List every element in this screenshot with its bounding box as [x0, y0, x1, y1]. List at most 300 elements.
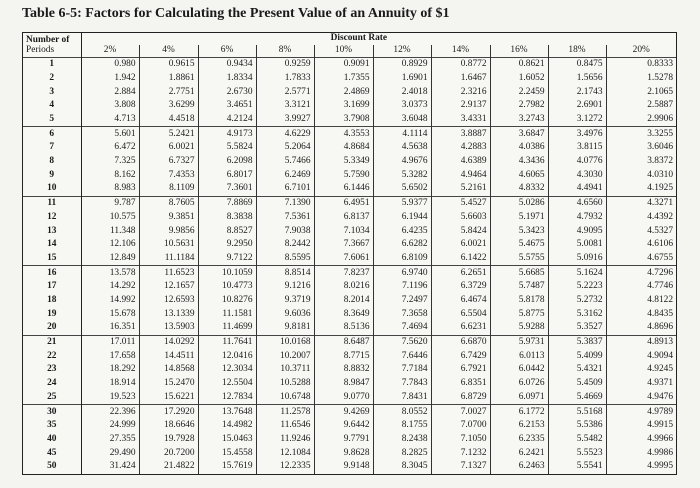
- factor-cell: 2.884: [81, 85, 139, 99]
- factor-cell: 11.9246: [256, 433, 314, 447]
- factor-cell: 9.4269: [314, 405, 373, 419]
- factor-cell: 5.6502: [373, 182, 431, 196]
- factor-cell: 3.6046: [647, 142, 673, 153]
- factor-cell: 8.1755: [373, 419, 431, 433]
- factor-cell: 6.6231: [431, 321, 490, 335]
- factor-cell: 8.162: [81, 169, 139, 183]
- factor-cell: 1.6901: [373, 72, 431, 86]
- period-cell: 12: [23, 211, 81, 225]
- factor-cell: 3.8887: [431, 127, 490, 141]
- factor-cell: 10.3711: [256, 363, 314, 377]
- factor-cell: 4.4518: [139, 113, 198, 127]
- table-row: [23, 350, 676, 364]
- period-cell: 22: [23, 350, 81, 364]
- factor-cell: 6.2421: [490, 446, 548, 460]
- factor-cell: 4.8684: [314, 141, 373, 155]
- factor-cell: 6.0442: [490, 363, 548, 377]
- table-row: [23, 99, 676, 113]
- factor-cell: 4.8435: [647, 308, 673, 319]
- factor-cell: 7.1327: [431, 460, 490, 474]
- factor-cell: 5.3349: [314, 155, 373, 169]
- factor-cell: 7.7184: [373, 363, 431, 377]
- factor-cell: 4.9789: [606, 405, 676, 419]
- factor-cell: 9.787: [81, 196, 139, 210]
- factor-cell: 1.5278: [647, 72, 673, 83]
- factor-cell: 12.7834: [198, 391, 256, 405]
- factor-cell: 4.9986: [647, 447, 673, 458]
- factor-cell: 3.1699: [314, 99, 373, 113]
- factor-cell: 3.808: [81, 99, 139, 113]
- factor-cell: 9.8181: [256, 321, 314, 335]
- factor-cell: 14.292: [81, 280, 139, 294]
- factor-cell: 6.2335: [490, 433, 548, 447]
- table-row: [23, 280, 676, 294]
- factor-cell: 9.3719: [256, 294, 314, 308]
- factor-cell: 7.4694: [373, 321, 431, 335]
- factor-cell: 8.7715: [314, 350, 373, 364]
- factor-cell: 6.6870: [431, 335, 490, 349]
- factor-cell: 4.6229: [256, 127, 314, 141]
- period-cell: 15: [23, 252, 81, 266]
- factor-cell: 12.1657: [139, 280, 198, 294]
- table-row: [23, 335, 676, 349]
- factor-cell: 2.5887: [647, 100, 673, 111]
- factor-cell: 15.4558: [198, 446, 256, 460]
- table-header: [23, 33, 676, 58]
- factor-cell: 8.7605: [139, 196, 198, 210]
- factor-cell: 4.713: [81, 113, 139, 127]
- factor-cell: 6.1422: [431, 252, 490, 266]
- period-cell: 11: [23, 196, 81, 210]
- factor-cell: 4.3553: [314, 127, 373, 141]
- period-cell: 21: [23, 335, 81, 349]
- factor-cell: 15.7619: [198, 460, 256, 474]
- factor-cell: 0.9091: [314, 58, 373, 72]
- factor-cell: 21.4822: [139, 460, 198, 474]
- factor-cell: 7.6061: [314, 252, 373, 266]
- table-row: [23, 72, 676, 86]
- factor-cell: 8.5595: [256, 252, 314, 266]
- factor-cell: 15.2470: [139, 377, 198, 391]
- rate-header: 20%: [632, 45, 650, 56]
- factor-cell: 6.2153: [490, 419, 548, 433]
- factor-cell: 4.8696: [647, 322, 673, 333]
- factor-cell: 6.2098: [198, 155, 256, 169]
- factor-cell: 11.1184: [139, 252, 198, 266]
- factor-cell: 6.1772: [490, 405, 548, 419]
- factor-cell: 4.2883: [431, 141, 490, 155]
- factor-cell: 5.9731: [490, 335, 548, 349]
- factor-cell: 12.0416: [198, 350, 256, 364]
- factor-cell: 3.2743: [490, 113, 548, 127]
- factor-cell: 14.4511: [139, 350, 198, 364]
- factor-cell: 0.8772: [431, 58, 490, 72]
- factor-cell: 6.6282: [373, 238, 431, 252]
- table-title: Table 6-5: Factors for Calculating the Present Value of an Annuity of $1: [22, 6, 450, 21]
- period-cell: 14: [23, 238, 81, 252]
- factor-cell: 7.3667: [314, 238, 373, 252]
- factor-cell: 3.0373: [373, 99, 431, 113]
- factor-cell: 12.6593: [139, 294, 198, 308]
- factor-cell: 6.0971: [490, 391, 548, 405]
- factor-cell: 3.3121: [256, 99, 314, 113]
- table-row: [23, 321, 676, 335]
- rate-header: 18%: [548, 45, 606, 58]
- table-row: [23, 377, 676, 391]
- factor-cell: 10.4773: [198, 280, 256, 294]
- factor-cell: 11.6546: [256, 419, 314, 433]
- factor-cell: 5.4527: [431, 196, 490, 210]
- factor-cell: 11.348: [81, 224, 139, 238]
- table-row: [23, 446, 676, 460]
- factor-cell: 4.6106: [647, 239, 673, 250]
- rate-header: 6%: [198, 45, 256, 58]
- factor-cell: 14.4982: [198, 419, 256, 433]
- factor-cell: 12.5504: [198, 377, 256, 391]
- table-row: [23, 252, 676, 266]
- factor-cell: 5.5541: [548, 460, 606, 474]
- factor-cell: 10.575: [81, 211, 139, 225]
- period-cell: 2: [23, 72, 81, 86]
- factor-cell: 3.7908: [314, 113, 373, 127]
- factor-cell: 5.3162: [548, 308, 606, 322]
- table-row: [23, 294, 676, 308]
- factor-cell: 11.7641: [198, 335, 256, 349]
- factor-cell: 4.1925: [647, 183, 673, 194]
- factor-cell: 3.6048: [373, 113, 431, 127]
- factor-cell: 4.9371: [647, 378, 673, 389]
- factor-cell: 6.4951: [314, 196, 373, 210]
- period-cell: 19: [23, 308, 81, 322]
- factor-cell: 8.6487: [314, 335, 373, 349]
- factor-cell: 5.5386: [548, 419, 606, 433]
- factor-cell: 1.8861: [139, 72, 198, 86]
- factor-cell: 2.6730: [198, 85, 256, 99]
- factor-cell: 18.914: [81, 377, 139, 391]
- factor-cell: 5.5523: [548, 446, 606, 460]
- factor-cell: 2.9137: [431, 99, 490, 113]
- factor-cell: 10.5631: [139, 238, 198, 252]
- factor-cell: 1.5656: [548, 72, 606, 86]
- factor-cell: 10.6748: [256, 391, 314, 405]
- factor-cell: 8.3649: [314, 308, 373, 322]
- factor-cell: 29.490: [81, 446, 139, 460]
- factor-cell: 10.2007: [256, 350, 314, 364]
- table-row: [23, 238, 676, 252]
- factor-cell: 10.8276: [198, 294, 256, 308]
- factor-cell: 8.2825: [373, 446, 431, 460]
- factor-cell: 2.1743: [548, 85, 606, 99]
- factor-cell: 22.396: [81, 405, 139, 419]
- factor-cell: 4.0776: [548, 155, 606, 169]
- factor-cell: 6.2651: [431, 266, 490, 280]
- factor-cell: 9.7791: [314, 433, 373, 447]
- factor-cell: 4.9995: [647, 461, 673, 472]
- table-row: [23, 127, 676, 141]
- factor-cell: 4.3030: [548, 169, 606, 183]
- number-of-label: Number of: [23, 33, 81, 45]
- factor-cell: 7.8237: [314, 266, 373, 280]
- factor-cell: 14.0292: [139, 335, 198, 349]
- factor-cell: 7.7843: [373, 377, 431, 391]
- factor-cell: 6.8729: [431, 391, 490, 405]
- table-row: [23, 308, 676, 322]
- table-row: [23, 58, 676, 72]
- factor-cell: 5.3527: [548, 321, 606, 335]
- factor-cell: 31.424: [81, 460, 139, 474]
- factor-cell: 4.8122: [647, 294, 673, 305]
- factor-cell: 2.9906: [647, 113, 673, 124]
- factor-cell: 13.1339: [139, 308, 198, 322]
- factor-cell: 5.4509: [548, 377, 606, 391]
- table-row: [23, 266, 676, 280]
- period-cell: 10: [23, 182, 81, 196]
- factor-cell: 8.8514: [256, 266, 314, 280]
- factor-cell: 4.8332: [490, 182, 548, 196]
- factor-cell: 4.7746: [647, 281, 673, 292]
- factor-cell: 7.4353: [139, 169, 198, 183]
- factor-cell: 15.0463: [198, 433, 256, 447]
- rate-header: 4%: [139, 45, 198, 58]
- factor-cell: 4.3436: [490, 155, 548, 169]
- factor-cell: 5.2223: [548, 280, 606, 294]
- factor-cell: 12.106: [81, 238, 139, 252]
- factor-cell: 3.6299: [139, 99, 198, 113]
- factor-cell: 0.980: [81, 58, 139, 72]
- period-cell: 25: [23, 391, 81, 405]
- factor-cell: 8.8832: [314, 363, 373, 377]
- factor-cell: 6.0021: [139, 141, 198, 155]
- factor-cell: 5.5824: [198, 141, 256, 155]
- factor-cell: 2.3216: [431, 85, 490, 99]
- factor-cell: 12.2335: [256, 460, 314, 474]
- factor-cell: 10.1059: [198, 266, 256, 280]
- factor-cell: 5.8424: [431, 224, 490, 238]
- table-row: [23, 141, 676, 155]
- factor-cell: 5.3837: [548, 335, 606, 349]
- period-cell: 8: [23, 155, 81, 169]
- factor-cell: 3.4651: [198, 99, 256, 113]
- present-value-annuity-table: [23, 33, 676, 474]
- factor-cell: 5.3423: [490, 224, 548, 238]
- factor-cell: 2.4869: [314, 85, 373, 99]
- factor-cell: 6.8017: [198, 169, 256, 183]
- factor-cell: 1.942: [81, 72, 139, 86]
- factor-cell: 3.4331: [431, 113, 490, 127]
- factor-cell: 2.1065: [647, 86, 673, 97]
- period-cell: 1: [23, 58, 81, 72]
- factor-cell: 14.8568: [139, 363, 198, 377]
- factor-cell: 10.0168: [256, 335, 314, 349]
- factor-cell: 6.7921: [431, 363, 490, 377]
- factor-cell: 8.0552: [373, 405, 431, 419]
- factor-cell: 7.1050: [431, 433, 490, 447]
- rate-header: 10%: [314, 45, 373, 58]
- factor-cell: 7.8431: [373, 391, 431, 405]
- factor-cell: 8.3045: [373, 460, 431, 474]
- table-body: [23, 58, 676, 475]
- factor-cell: 17.658: [81, 350, 139, 364]
- period-cell: 50: [23, 460, 81, 474]
- factor-cell: 4.3271: [606, 196, 676, 210]
- factor-cell: 0.9434: [198, 58, 256, 72]
- factor-cell: 5.9288: [490, 321, 548, 335]
- period-cell: 5: [23, 113, 81, 127]
- factor-cell: 5.7466: [256, 155, 314, 169]
- period-cell: 13: [23, 224, 81, 238]
- period-cell: 4: [23, 99, 81, 113]
- factor-cell: 12.3034: [198, 363, 256, 377]
- factor-cell: 9.3851: [139, 211, 198, 225]
- factor-cell: 6.0113: [490, 350, 548, 364]
- factor-cell: 11.2578: [256, 405, 314, 419]
- factor-cell: 7.3601: [198, 182, 256, 196]
- table-row: [23, 433, 676, 447]
- factor-cell: 4.0310: [647, 169, 673, 180]
- factor-cell: 5.0081: [548, 238, 606, 252]
- factor-cell: 6.2469: [256, 169, 314, 183]
- factor-cell: 4.9094: [647, 350, 673, 361]
- factor-cell: 2.7751: [139, 85, 198, 99]
- factor-cell: 4.9476: [647, 391, 673, 402]
- factor-cell: 5.4321: [548, 363, 606, 377]
- factor-cell: 6.8137: [314, 211, 373, 225]
- factor-cell: 6.3729: [431, 280, 490, 294]
- period-cell: 24: [23, 377, 81, 391]
- table-row: [23, 405, 676, 419]
- factor-cell: 0.8333: [606, 58, 676, 72]
- factor-cell: 6.1944: [373, 211, 431, 225]
- table-row: [23, 211, 676, 225]
- rate-header: 16%: [490, 45, 548, 58]
- factor-cell: 7.325: [81, 155, 139, 169]
- factor-cell: 7.1390: [256, 196, 314, 210]
- factor-cell: 5.8775: [490, 308, 548, 322]
- factor-cell: 7.0027: [431, 405, 490, 419]
- factor-cell: 4.9173: [198, 127, 256, 141]
- factor-cell: 1.7833: [256, 72, 314, 86]
- factor-cell: 6.0726: [490, 377, 548, 391]
- rate-header: 14%: [431, 45, 490, 58]
- factor-cell: 5.4669: [548, 391, 606, 405]
- factor-cell: 3.4976: [548, 127, 606, 141]
- factor-cell: 18.292: [81, 363, 139, 377]
- period-cell: 9: [23, 169, 81, 183]
- factor-cell: 4.6065: [490, 169, 548, 183]
- factor-cell: 7.0700: [431, 419, 490, 433]
- factor-cell: 8.9847: [314, 377, 373, 391]
- period-cell: 17: [23, 280, 81, 294]
- annuity-table-frame: [22, 32, 677, 475]
- table-row: [23, 196, 676, 210]
- period-cell: 45: [23, 446, 81, 460]
- table-row: [23, 391, 676, 405]
- factor-cell: 9.9856: [139, 224, 198, 238]
- factor-cell: 6.8351: [431, 377, 490, 391]
- factor-cell: 15.6221: [139, 391, 198, 405]
- factor-cell: 9.0770: [314, 391, 373, 405]
- factor-cell: 5.8178: [490, 294, 548, 308]
- table-row: [23, 182, 676, 196]
- rate-header: 2%: [81, 45, 139, 58]
- factor-cell: 8.2442: [256, 238, 314, 252]
- period-cell: 6: [23, 127, 81, 141]
- factor-cell: 6.8109: [373, 252, 431, 266]
- factor-cell: 8.2014: [314, 294, 373, 308]
- factor-cell: 20.7200: [139, 446, 198, 460]
- period-cell: 35: [23, 419, 81, 433]
- factor-cell: 8.3838: [198, 211, 256, 225]
- period-cell: 3: [23, 85, 81, 99]
- factor-cell: 1.6467: [431, 72, 490, 86]
- rate-header: 12%: [373, 45, 431, 58]
- table-row: [23, 85, 676, 99]
- factor-cell: 1.6052: [490, 72, 548, 86]
- factor-cell: 4.8913: [606, 335, 676, 349]
- factor-cell: 5.2732: [548, 294, 606, 308]
- factor-cell: 8.8527: [198, 224, 256, 238]
- factor-cell: 3.8372: [647, 156, 673, 167]
- factor-cell: 5.0916: [548, 252, 606, 266]
- table-row: [23, 113, 676, 127]
- factor-cell: 9.6036: [256, 308, 314, 322]
- factor-cell: 13.5903: [139, 321, 198, 335]
- factor-cell: 7.5361: [256, 211, 314, 225]
- factor-cell: 12.849: [81, 252, 139, 266]
- factor-cell: 5.2064: [256, 141, 314, 155]
- factor-cell: 4.6755: [647, 252, 673, 263]
- factor-cell: 4.6560: [548, 196, 606, 210]
- table-row: [23, 460, 676, 474]
- factor-cell: 8.5136: [314, 321, 373, 335]
- factor-cell: 2.2459: [490, 85, 548, 99]
- factor-cell: 5.3282: [373, 169, 431, 183]
- factor-cell: 5.6685: [490, 266, 548, 280]
- factor-cell: 9.2950: [198, 238, 256, 252]
- factor-cell: 11.1581: [198, 308, 256, 322]
- factor-cell: 6.0021: [431, 238, 490, 252]
- factor-cell: 2.7982: [490, 99, 548, 113]
- factor-cell: 5.1624: [548, 266, 606, 280]
- factor-cell: 9.7122: [198, 252, 256, 266]
- factor-cell: 17.011: [81, 335, 139, 349]
- factor-cell: 7.8869: [198, 196, 256, 210]
- factor-cell: 1.7355: [314, 72, 373, 86]
- factor-cell: 8.0216: [314, 280, 373, 294]
- factor-cell: 10.5288: [256, 377, 314, 391]
- factor-cell: 24.999: [81, 419, 139, 433]
- period-cell: 30: [23, 405, 81, 419]
- factor-cell: 4.6389: [431, 155, 490, 169]
- factor-cell: 7.6446: [373, 350, 431, 364]
- factor-cell: 4.9245: [647, 364, 673, 375]
- factor-cell: 6.4674: [431, 294, 490, 308]
- factor-cell: 5.7487: [490, 280, 548, 294]
- factor-cell: 19.523: [81, 391, 139, 405]
- factor-cell: 1.8334: [198, 72, 256, 86]
- factor-cell: 4.5327: [647, 225, 673, 236]
- table-row: [23, 224, 676, 238]
- factor-cell: 4.2124: [198, 113, 256, 127]
- period-cell: 16: [23, 266, 81, 280]
- factor-cell: 6.9740: [373, 266, 431, 280]
- factor-cell: 5.2161: [431, 182, 490, 196]
- factor-cell: 5.601: [81, 127, 139, 141]
- factor-cell: 9.8628: [314, 446, 373, 460]
- factor-cell: 6.4235: [373, 224, 431, 238]
- factor-cell: 7.1034: [314, 224, 373, 238]
- factor-cell: 15.678: [81, 308, 139, 322]
